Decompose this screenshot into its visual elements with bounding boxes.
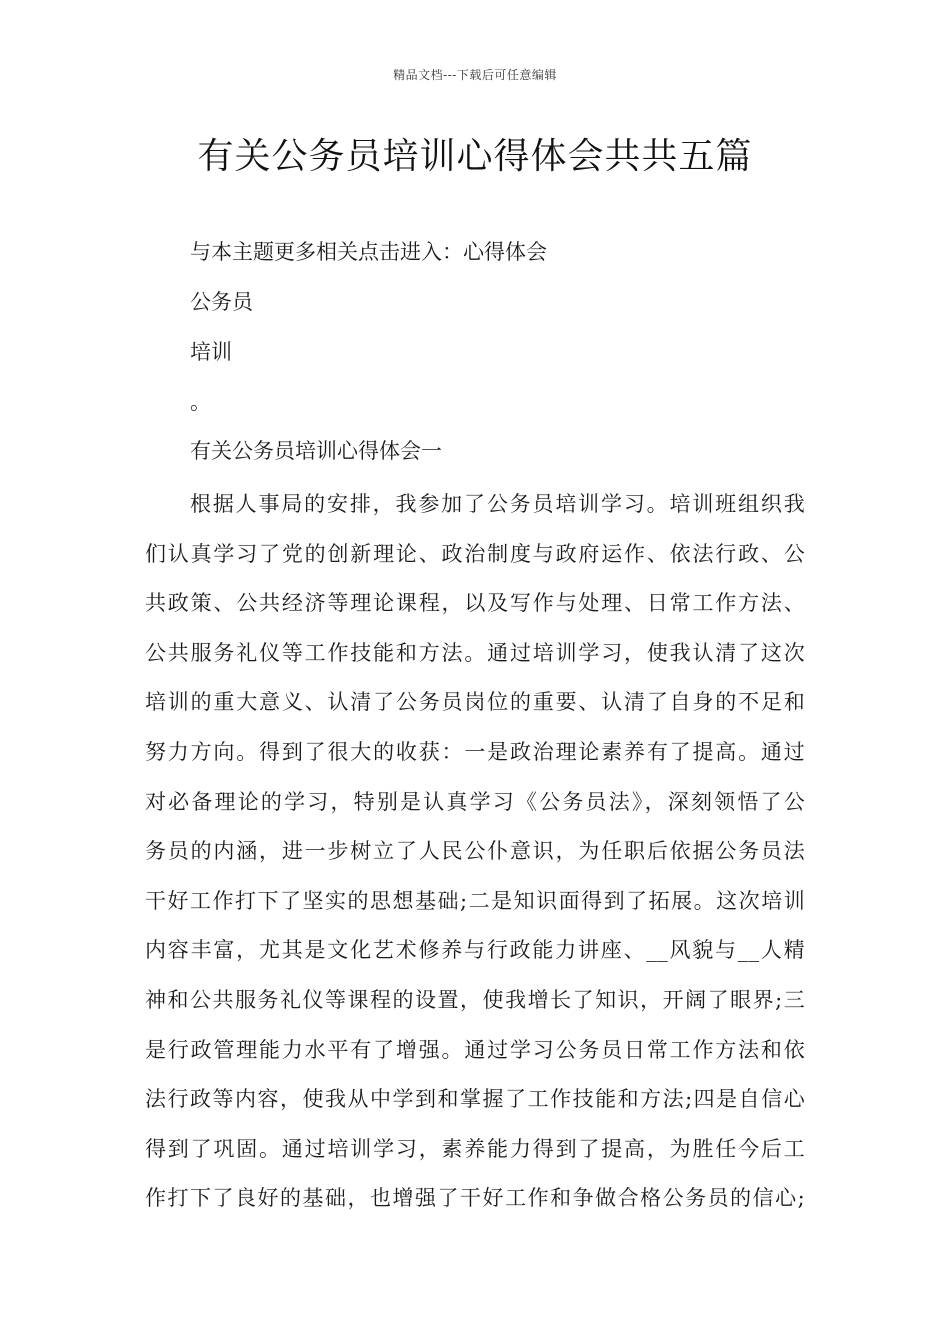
body-line: 干好工作打下了坚实的思想基础;二是知识面得到了拓展。这次培训 bbox=[145, 888, 805, 913]
document-title: 有关公务员培训心得体会共共五篇 bbox=[197, 136, 753, 177]
related-tag-civil-servant[interactable]: 公务员 bbox=[190, 290, 253, 314]
body-line: 培训的重大意义、认清了公务员岗位的重要、认清了自身的不足和 bbox=[145, 690, 805, 715]
body-line: 法行政等内容，使我从中学到和掌握了工作技能和方法;四是自信心 bbox=[145, 1087, 805, 1112]
body-line: 共政策、公共经济等理论课程，以及写作与处理、日常工作方法、 bbox=[145, 591, 805, 616]
related-tag-training[interactable]: 培训 bbox=[190, 340, 232, 364]
body-line: 根据人事局的安排，我参加了公务员培训学习。培训班组织我 bbox=[190, 492, 805, 516]
body-line: 得到了巩固。通过培训学习，素养能力得到了提高，为胜任今后工 bbox=[145, 1136, 805, 1161]
body-line: 内容丰富，尤其是文化艺术修养与行政能力讲座、__风貌与__人精 bbox=[145, 938, 805, 963]
body-line: 公共服务礼仪等工作技能和方法。通过培训学习，使我认清了这次 bbox=[145, 640, 805, 665]
body-line: 作打下了良好的基础，也增强了干好工作和争做合格公务员的信心; bbox=[145, 1186, 805, 1211]
related-end-mark: 。 bbox=[190, 390, 211, 414]
body-line: 对必备理论的学习，特别是认真学习《公务员法》，深刻领悟了公 bbox=[145, 789, 805, 814]
body-line: 务员的内涵，进一步树立了人民公仆意识，为任职后依据公务员法 bbox=[145, 839, 805, 864]
body-paragraph bbox=[145, 480, 805, 1224]
related-topics-line[interactable]: 与本主题更多相关点击进入：心得体会 bbox=[190, 240, 547, 264]
body-line: 努力方向。得到了很大的收获：一是政治理论素养有了提高。通过 bbox=[145, 739, 805, 764]
body-line: 是行政管理能力水平有了增强。通过学习公务员日常工作方法和依 bbox=[145, 1037, 805, 1062]
body-line: 们认真学习了党的创新理论、政治制度与政府运作、依法行政、公 bbox=[145, 541, 805, 566]
body-line: 神和公共服务礼仪等课程的设置，使我增长了知识，开阔了眼界;三 bbox=[145, 987, 805, 1012]
section-heading: 有关公务员培训心得体会一 bbox=[190, 439, 442, 463]
header-note: 精品文档---下载后可任意编辑 bbox=[393, 68, 557, 82]
